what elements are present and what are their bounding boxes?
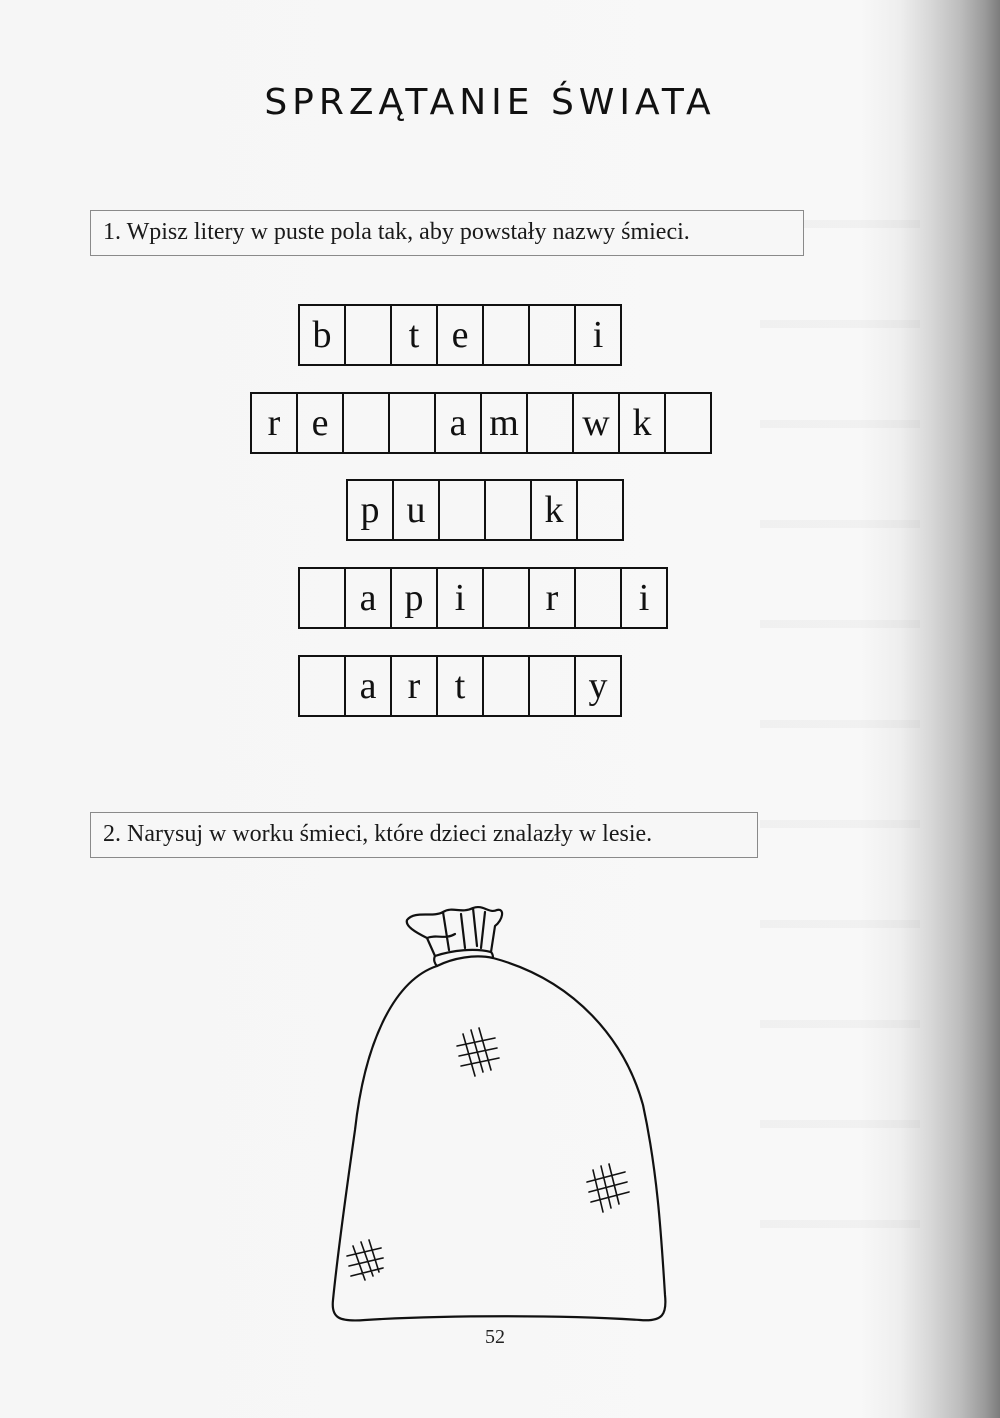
task-2-instruction-box [90, 812, 758, 858]
puzzle-cell[interactable] [482, 567, 530, 629]
task-1-instruction: 1. Wpisz litery w puste pola tak, aby powstały nazwy śmieci. [103, 219, 690, 245]
puzzle-cell[interactable] [482, 304, 530, 366]
puzzle-row [346, 479, 624, 541]
puzzle-cell[interactable]: a [434, 392, 482, 454]
sack-drawing[interactable] [325, 900, 675, 1330]
puzzle-cell[interactable] [528, 655, 576, 717]
patch-1 [457, 1028, 499, 1076]
task-1-instruction-box [90, 210, 804, 256]
puzzle-cell[interactable] [484, 479, 532, 541]
puzzle-cell[interactable]: p [390, 567, 438, 629]
puzzle-cell[interactable]: e [296, 392, 344, 454]
puzzle-cell[interactable]: r [528, 567, 576, 629]
puzzle-cell[interactable]: u [392, 479, 440, 541]
puzzle-cell[interactable] [526, 392, 574, 454]
bleed-through-shadow [760, 180, 920, 1280]
patch-2 [587, 1164, 629, 1212]
puzzle-cell[interactable]: k [618, 392, 666, 454]
puzzle-cell[interactable]: w [572, 392, 620, 454]
puzzle-cell[interactable]: a [344, 567, 392, 629]
puzzle-cell[interactable] [528, 304, 576, 366]
puzzle-cell[interactable]: i [436, 567, 484, 629]
puzzle-cell[interactable] [438, 479, 486, 541]
puzzle-cell[interactable]: e [436, 304, 484, 366]
puzzle-cell[interactable]: r [250, 392, 298, 454]
puzzle-cell[interactable]: t [390, 304, 438, 366]
puzzle-cell[interactable]: r [390, 655, 438, 717]
puzzle-cell[interactable] [344, 304, 392, 366]
page-number: 52 [485, 1326, 505, 1348]
puzzle-cell[interactable]: a [344, 655, 392, 717]
puzzle-cell[interactable]: t [436, 655, 484, 717]
puzzle-cell[interactable]: p [346, 479, 394, 541]
puzzle-cell[interactable] [664, 392, 712, 454]
puzzle-row [250, 392, 712, 454]
puzzle-row [298, 304, 622, 366]
task-2-instruction: 2. Narysuj w worku śmieci, które dzieci znalazły w lesie. [103, 821, 653, 847]
puzzle-row [298, 567, 668, 629]
sack-top [407, 907, 502, 956]
puzzle-cell[interactable]: i [620, 567, 668, 629]
puzzle-cell[interactable] [388, 392, 436, 454]
puzzle-row [298, 655, 622, 717]
puzzle-cell[interactable] [574, 567, 622, 629]
puzzle-cell[interactable]: y [574, 655, 622, 717]
patch-3 [347, 1240, 383, 1280]
puzzle-cell[interactable]: i [574, 304, 622, 366]
puzzle-cell[interactable]: m [480, 392, 528, 454]
sack-outline [333, 958, 666, 1320]
puzzle-cell[interactable]: b [298, 304, 346, 366]
puzzle-cell[interactable] [298, 567, 346, 629]
puzzle-cell[interactable] [576, 479, 624, 541]
sack-tie [434, 950, 493, 966]
page-title: SPRZĄTANIE ŚWIATA [264, 82, 716, 123]
puzzle-cell[interactable] [298, 655, 346, 717]
puzzle-cell[interactable]: k [530, 479, 578, 541]
puzzle-cell[interactable] [482, 655, 530, 717]
puzzle-cell[interactable] [342, 392, 390, 454]
